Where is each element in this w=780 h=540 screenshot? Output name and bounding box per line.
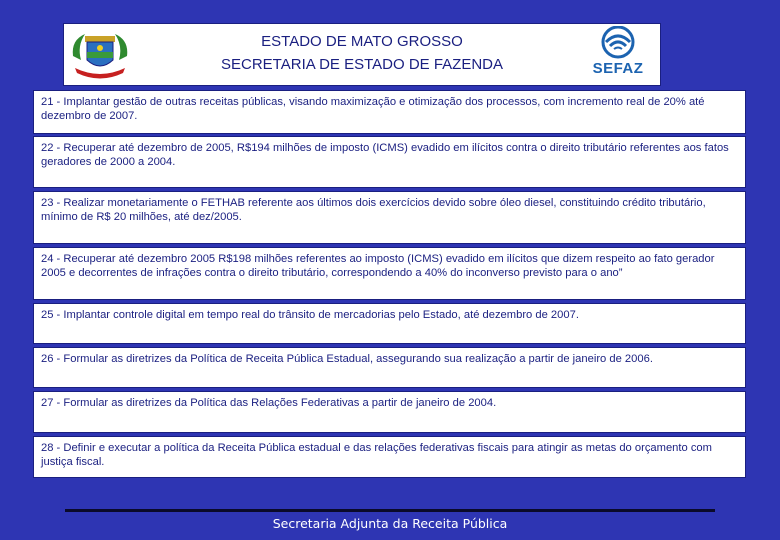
goal-item: 25 - Implantar controle digital em tempo real do trânsito de mercadorias pelo Estado, até dezembro de 2007. bbox=[33, 303, 746, 344]
footer-caption: Secretaria Adjunta da Receita Pública bbox=[272, 516, 508, 531]
goal-item: 24 - Recuperar até dezembro 2005 R$198 milhões referentes ao imposto (ICMS) evadido em ilícitos que dizem respeito ao fato gerador 2005 e decorrentes de infrações contra o direito tributário, correspondendo a 40% do inconverso previsto para o ano” bbox=[33, 247, 746, 300]
goal-item: 21 - Implantar gestão de outras receitas públicas, visando maximização e otimização dos processos, com incremento real de 20% até dezembro de 2007. bbox=[33, 90, 746, 134]
goal-item: 23 - Realizar monetariamente o FETHAB referente aos últimos dois exercícios devido sobre óleo diesel, constituindo crédito tributário, mínimo de R$ 20 milhões, até dez/2005. bbox=[33, 191, 746, 244]
sefaz-logo bbox=[584, 26, 652, 82]
department-title: SECRETARIA DE ESTADO DE FAZENDA bbox=[221, 56, 503, 73]
state-name-title: ESTADO DE MATO GROSSO bbox=[261, 33, 463, 50]
header-banner bbox=[63, 23, 661, 86]
goal-item: 27 - Formular as diretrizes da Política das Relações Federativas a partir de janeiro de 2004. bbox=[33, 391, 746, 433]
footer-divider bbox=[65, 509, 715, 512]
goal-item: 26 - Formular as diretrizes da Política de Receita Pública Estadual, assegurando sua realização a partir de janeiro de 2006. bbox=[33, 347, 746, 388]
goal-item: 22 - Recuperar até dezembro de 2005, R$194 milhões de imposto (ICMS) evadido em ilícitos contra o direito tributário referentes aos fatos geradores de 2000 a 2004. bbox=[33, 136, 746, 188]
goal-item: 28 - Definir e executar a política da Receita Pública estadual e das relações federativas fiscais para atingir as metas do orçamento com justiça fiscal. bbox=[33, 436, 746, 478]
sefaz-logo-text: SEFAZ bbox=[592, 60, 644, 77]
sefaz-swirl-icon bbox=[584, 26, 652, 62]
state-crest-icon bbox=[67, 26, 133, 82]
